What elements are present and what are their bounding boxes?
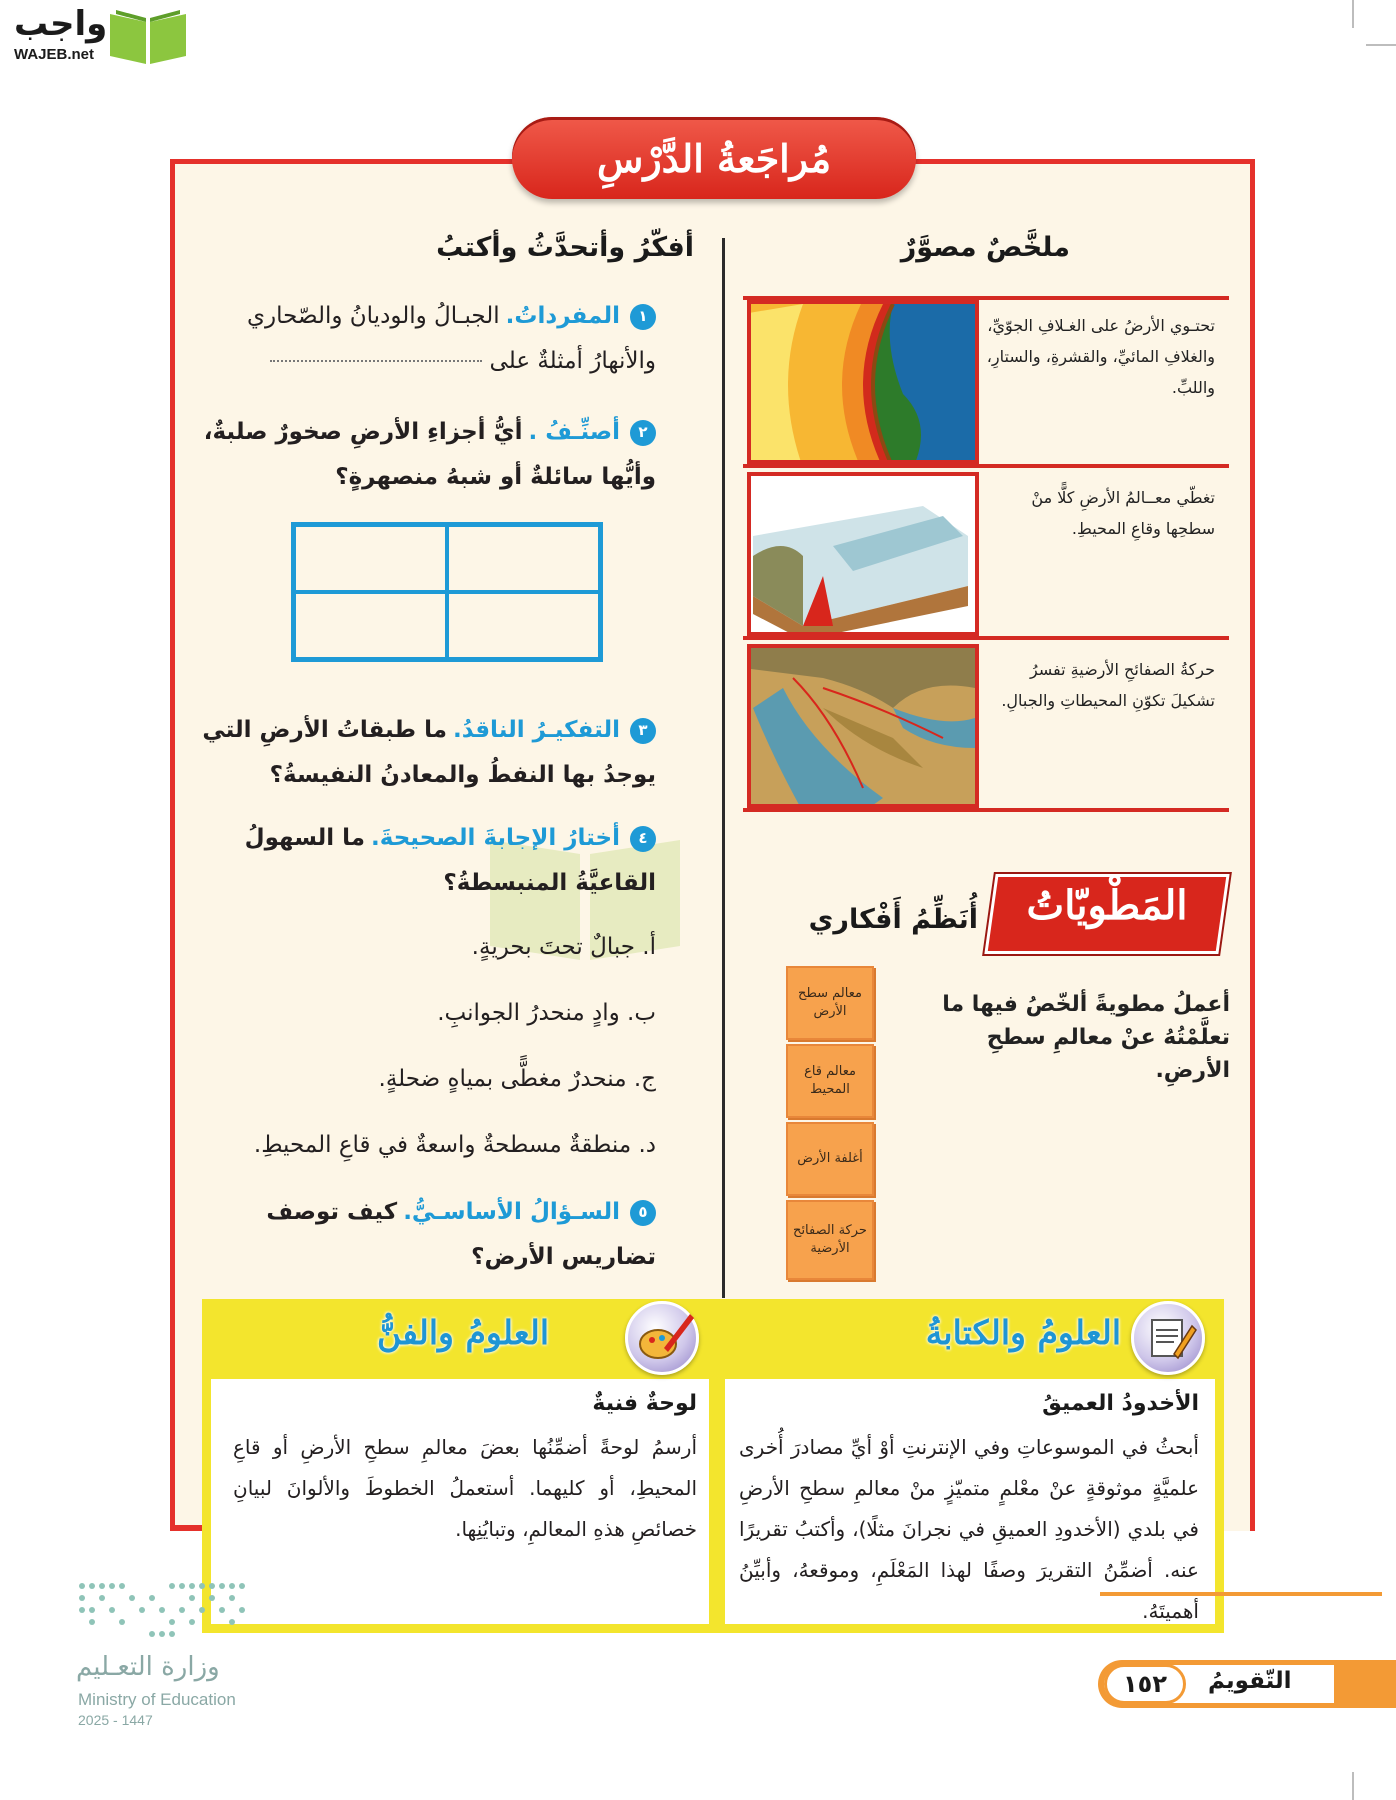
art-box-title: العلومُ والفنُّ bbox=[376, 1313, 549, 1352]
summary-row bbox=[743, 640, 1229, 812]
art-box-subtitle: لوحةٌ فنيةٌ bbox=[592, 1391, 697, 1416]
question-text: كيف توصف تضاريس الأرض؟ bbox=[266, 1199, 656, 1270]
ministry-year: 2025 - 1447 bbox=[78, 1712, 153, 1728]
paintbrush-icon bbox=[625, 1301, 699, 1375]
organize-ideas: أُنَظِّمُ أَفْكاري bbox=[808, 904, 978, 935]
section-name: التّقويمُ bbox=[1208, 1668, 1292, 1694]
classification-table[interactable] bbox=[291, 522, 603, 662]
answer-option-b[interactable]: ب. وادٍ منحدرُ الجوانبِ. bbox=[437, 1000, 656, 1026]
crop-mark bbox=[1366, 44, 1396, 46]
question-number: ١ bbox=[630, 304, 656, 330]
question-number: ٤ bbox=[630, 826, 656, 852]
science-art-box bbox=[202, 1299, 718, 1633]
science-writing-box bbox=[716, 1299, 1224, 1633]
wajeb-logo bbox=[10, 4, 190, 68]
answer-blank[interactable] bbox=[270, 360, 482, 362]
foldables-banner bbox=[990, 874, 1224, 954]
lesson-review-title: مُراجَعةُ الدَّرْسِ bbox=[596, 135, 832, 181]
ministry-dots-icon bbox=[76, 1578, 248, 1644]
summary-text: تحتـوي الأرضُ على الغـلافِ الجوّيِّ، والغلافِ المائيِّ، والقشرةِ، والستارِ، واللبِّ. bbox=[986, 316, 1215, 398]
question-keyword: أختارُ الإجابةَ الصحيحةَ. bbox=[371, 825, 620, 851]
logo-sub: WAJEB.net bbox=[14, 46, 95, 63]
table-cell[interactable] bbox=[447, 525, 600, 592]
writing-box-subtitle: الأخدودُ العميقُ bbox=[1042, 1391, 1199, 1416]
ministry-arabic: وزارة التعـليم bbox=[76, 1652, 220, 1682]
page-number: ١٥٢ bbox=[1104, 1664, 1186, 1704]
book-logo-icon bbox=[106, 6, 190, 66]
footer-rule bbox=[1100, 1592, 1382, 1596]
question-keyword: السـؤالُ الأساسـيُّ. bbox=[403, 1199, 620, 1225]
column-divider bbox=[722, 238, 725, 1298]
question-3 bbox=[186, 708, 656, 798]
ministry-logo bbox=[76, 1578, 276, 1728]
crop-mark bbox=[1352, 0, 1354, 28]
foldable-instructions: أعملُ مطويةً ألخّصُ فيها ما تعلَّمْتُهُ عنْ معالمِ سطحِ الأرضِ. bbox=[942, 992, 1230, 1083]
ministry-english: Ministry of Education bbox=[78, 1690, 236, 1709]
summary-text: تغطّي معــالمُ الأرضِ كلًّا منْ سطحِها وقاعِ المحيطِ. bbox=[1031, 488, 1215, 539]
foldable-tab: معالم قاع المحيط bbox=[786, 1044, 874, 1118]
art-box-body: أرسمُ لوحةً أضمِّنُها بعضَ معالمِ سطحِ الأرضِ أو قاعِ المحيطِ، أو كليهما. أستعملُ الخطوطَ والألوانَ لبيانِ خصائصِ هذهِ المعالمِ، وتبايُنِها. bbox=[233, 1435, 697, 1541]
question-text: ما السهولُ القاعيَّةُ المنبسطةُ؟ bbox=[244, 825, 656, 896]
earth-layers-image bbox=[747, 300, 979, 464]
foldables-title: المَطْويّاتُ bbox=[1026, 882, 1188, 929]
answer-option-c[interactable]: ج. منحدرٌ مغطًّى بمياهٍ ضحلةٍ. bbox=[378, 1066, 656, 1092]
frame-edge bbox=[170, 1525, 202, 1531]
table-cell[interactable] bbox=[294, 525, 447, 592]
foldable-tab: حركة الصفائح الأرضية bbox=[786, 1200, 874, 1280]
question-keyword: المفرداتُ. bbox=[505, 303, 620, 329]
ocean-floor-image bbox=[747, 472, 979, 636]
question-text: أيُّ أجزاءِ الأرضِ صخورٌ صلبةٌ، وأيُّها سائلةٌ أو شبهُ منصهرةٍ؟ bbox=[203, 419, 656, 490]
table-cell[interactable] bbox=[447, 592, 600, 659]
question-2 bbox=[186, 410, 656, 500]
question-keyword: أصنِّـفُ . bbox=[528, 419, 620, 445]
question-keyword: التفكيـرُ الناقدُ. bbox=[452, 717, 620, 743]
crop-mark bbox=[1352, 1772, 1354, 1800]
summary-title: ملخَّصٌ مصوَّرٌ bbox=[900, 232, 1070, 263]
question-5 bbox=[186, 1190, 656, 1280]
question-number: ٥ bbox=[630, 1200, 656, 1226]
foldable-tab: أغلفة الأرض bbox=[786, 1122, 874, 1196]
answer-option-d[interactable]: د. منطقةٌ مسطحةٌ واسعةٌ في قاعِ المحيطِ. bbox=[253, 1132, 656, 1158]
answer-option-a[interactable]: أ. جبالٌ تحتَ بحريةٍ. bbox=[471, 934, 656, 960]
summary-row bbox=[743, 296, 1229, 468]
writing-box-body: أبحثُ في الموسوعاتِ وفي الإنترنتِ أوْ أيِّ مصادرَ أُخرى علميَّةٍ موثوقةٍ عنْ معْلمٍ متميّزٍ منْ معالمِ سطحِ الأرضِ في بلدي (الأخدودِ العميقِ في نجرانَ مثلًا)، وأكتبُ تقريرًا عنه. أضمِّنُ التقريرَ وصفًا لهذا المَعْلَمِ، وموقعهُ، وأبيِّنُ أهميتَهُ. bbox=[739, 1435, 1199, 1623]
lesson-review-banner bbox=[512, 117, 916, 199]
question-number: ٣ bbox=[630, 718, 656, 744]
writing-box-title: العلومُ والكتابةُ bbox=[925, 1313, 1121, 1352]
question-number: ٢ bbox=[630, 420, 656, 446]
writing-pencil-icon bbox=[1131, 1301, 1205, 1375]
question-text: الجبـالُ والوديانُ والصّحاري والأنهارُ أمثلةٌ على bbox=[247, 303, 656, 374]
think-talk-write-title: أفكّرُ وأتحدَّثُ وأكتبُ bbox=[436, 232, 694, 263]
summary-text: حركةُ الصفائحِ الأرضيةِ تفسرُ تشكيلَ تكوّنِ المحيطاتِ والجبالِ. bbox=[1001, 660, 1215, 711]
table-cell[interactable] bbox=[294, 592, 447, 659]
arabian-plate-map-image bbox=[747, 644, 979, 808]
foldable-tab: معالم سطح الأرض bbox=[786, 966, 874, 1040]
summary-row bbox=[743, 468, 1229, 640]
logo-word: واجب bbox=[14, 4, 108, 44]
question-text: ما طبقاتُ الأرضِ التي يوجدُ بها النفطُ والمعادنُ النفيسةُ؟ bbox=[202, 717, 656, 788]
question-4 bbox=[186, 816, 656, 906]
question-1 bbox=[186, 294, 656, 384]
